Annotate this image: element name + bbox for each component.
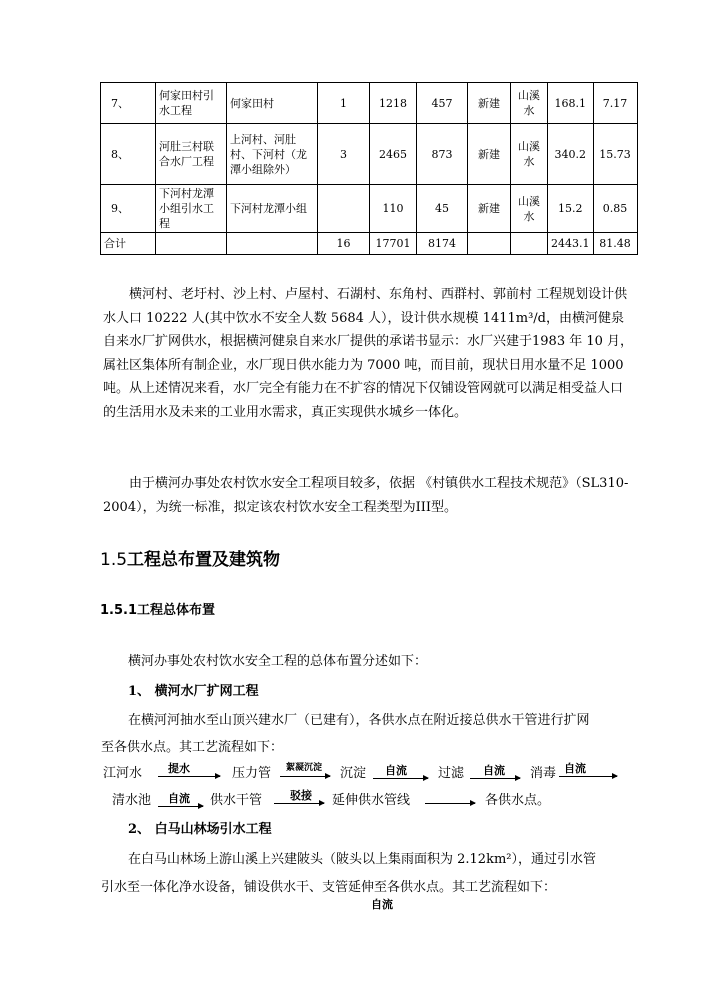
flow-arrow-label: 絮凝沉淀 bbox=[286, 763, 323, 773]
project-table bbox=[100, 82, 638, 255]
intro-text: 横河办事处农村饮水安全工程的总体布置分述如下： bbox=[128, 654, 428, 669]
flow-arrow bbox=[373, 778, 428, 779]
cell-invest: 15.73 bbox=[593, 124, 637, 185]
flow-arrow bbox=[559, 776, 617, 777]
flow-arrow bbox=[425, 803, 475, 804]
cell-type: 新建 bbox=[468, 83, 511, 124]
table-total-row bbox=[101, 233, 638, 255]
flow-node: 各供水点。 bbox=[485, 793, 551, 808]
cell-scale: 168.1 bbox=[548, 83, 594, 124]
cell-no: 9、 bbox=[101, 185, 156, 233]
flow-node: 过滤 bbox=[438, 766, 465, 781]
cell-total-invest: 81.48 bbox=[593, 233, 637, 255]
cell-type: 新建 bbox=[468, 124, 511, 185]
cell-unsafe: 873 bbox=[417, 124, 468, 185]
flow-node: 供水干管 bbox=[210, 793, 263, 808]
flow-node: 消毒 bbox=[530, 766, 557, 781]
cell-pop: 1218 bbox=[370, 83, 417, 124]
cell-source: 山溪水 bbox=[511, 83, 548, 124]
item-text: 至各供水点。其工艺流程如下： bbox=[101, 740, 284, 755]
section-heading bbox=[100, 545, 280, 570]
paragraph-text: 由于横河办事处农村饮水安全工程项目较多，依据 《村镇供水工程技术规范》（SL310-2004），为统一标准，拟定该农村饮水安全工程类型为III型。 bbox=[103, 476, 629, 515]
cell-villages: 何家田村 bbox=[227, 83, 318, 124]
cell-unsafe: 45 bbox=[417, 185, 468, 233]
cell-source: 山溪水 bbox=[511, 185, 548, 233]
cell-total-label: 合计 bbox=[101, 233, 156, 255]
flow-arrow-label: 驳接 bbox=[290, 789, 312, 802]
subsection-heading: 1.5.1工程总体布置 bbox=[100, 603, 216, 618]
table-row bbox=[101, 124, 638, 185]
cell-scale: 15.2 bbox=[548, 185, 594, 233]
flow-arrow-label: 提水 bbox=[168, 762, 190, 775]
cell-invest: 0.85 bbox=[593, 185, 637, 233]
cell-count bbox=[318, 185, 370, 233]
paragraph-water-supply bbox=[103, 283, 635, 424]
flow-arrow-label: 自流 bbox=[168, 792, 190, 805]
flow-arrow-label: 自流 bbox=[564, 762, 586, 775]
paragraph-text: 横河村、老圩村、沙上村、卢屋村、石湖村、东角村、西群村、郭前村 工程规划设计供水人口 10222 人(其中饮水不安全人数 5684 人），设计供水规模 1411m³/d，由横河健泉自来水厂扩网供水，根据横河健泉自来水厂提供的承诺书显示：水厂兴建于1983 年 10 月，属社区集体所有制企业，水厂现日供水能力为 7000 吨，而目前，现状日用水量不足 1000 吨。从上述情况来看，水厂完全有能力在不扩容的情况下仅铺设管网就可以满足相受益人口的生活用水及未来的工业用水需求，真正实现供水城乡一体化。 bbox=[103, 287, 634, 420]
item-number: 2、 bbox=[128, 822, 151, 837]
flow-arrow bbox=[158, 776, 220, 777]
item-text: 在横河河抽水至山顶兴建水厂（已建有），各供水点在附近接总供水干管进行扩网 bbox=[128, 713, 590, 728]
section-title: 工程总布置及建筑物 bbox=[127, 550, 281, 570]
cell-villages: 上河村、河肚村、下河村（龙潭小组除外） bbox=[227, 124, 318, 185]
cell-type: 新建 bbox=[468, 185, 511, 233]
item-text: 在白马山林场上游山溪上兴建陂头（陂头以上集雨面积为 2.12km²），通过引水管 bbox=[128, 852, 596, 867]
cell-total-count: 16 bbox=[318, 233, 370, 255]
item-title: 白马山林场引水工程 bbox=[154, 822, 272, 837]
cell-villages: 下河村龙潭小组 bbox=[227, 185, 318, 233]
flow-arrow bbox=[470, 778, 520, 779]
cell-unsafe: 457 bbox=[417, 83, 468, 124]
flow-node: 延伸供水管线 bbox=[332, 793, 411, 808]
cell-scale: 340.2 bbox=[548, 124, 594, 185]
item-heading bbox=[128, 680, 259, 699]
cell-empty bbox=[156, 233, 227, 255]
cell-total-scale: 2443.1 bbox=[548, 233, 594, 255]
table-row bbox=[101, 83, 638, 124]
cell-name: 下河村龙潭小组引水工程 bbox=[156, 185, 227, 233]
item-number: 1、 bbox=[128, 684, 151, 699]
cell-count: 1 bbox=[318, 83, 370, 124]
cell-total-pop: 17701 bbox=[370, 233, 417, 255]
cell-no: 7、 bbox=[101, 83, 156, 124]
flow-arrow-label: 自流 bbox=[371, 898, 393, 911]
paragraph-standard bbox=[103, 472, 635, 519]
flow-node: 江河水 bbox=[103, 766, 143, 781]
cell-empty bbox=[468, 233, 511, 255]
section-number: 1.5 bbox=[100, 550, 128, 570]
flow-arrow-label: 自流 bbox=[483, 764, 505, 777]
cell-invest: 7.17 bbox=[593, 83, 637, 124]
cell-empty bbox=[511, 233, 548, 255]
flow-arrow bbox=[158, 806, 203, 807]
cell-name: 河肚三村联合水厂工程 bbox=[156, 124, 227, 185]
flow-node: 压力管 bbox=[232, 766, 272, 781]
cell-empty bbox=[227, 233, 318, 255]
cell-total-unsafe: 8174 bbox=[417, 233, 468, 255]
flow-arrow bbox=[280, 776, 330, 777]
flow-node: 沉淀 bbox=[340, 766, 367, 781]
table-row bbox=[101, 185, 638, 233]
cell-name: 何家田村引水工程 bbox=[156, 83, 227, 124]
item-text: 引水至一体化净水设备，铺设供水干、支管延伸至各供水点。其工艺流程如下： bbox=[101, 880, 557, 895]
flow-arrow-label: 自流 bbox=[385, 764, 407, 777]
flow-node: 清水池 bbox=[112, 793, 152, 808]
item-heading bbox=[128, 818, 272, 837]
cell-source: 山溪水 bbox=[511, 124, 548, 185]
item-title: 横河水厂扩网工程 bbox=[154, 684, 259, 699]
cell-pop: 110 bbox=[370, 185, 417, 233]
flow-arrow bbox=[274, 803, 324, 804]
cell-pop: 2465 bbox=[370, 124, 417, 185]
cell-count: 3 bbox=[318, 124, 370, 185]
cell-no: 8、 bbox=[101, 124, 156, 185]
